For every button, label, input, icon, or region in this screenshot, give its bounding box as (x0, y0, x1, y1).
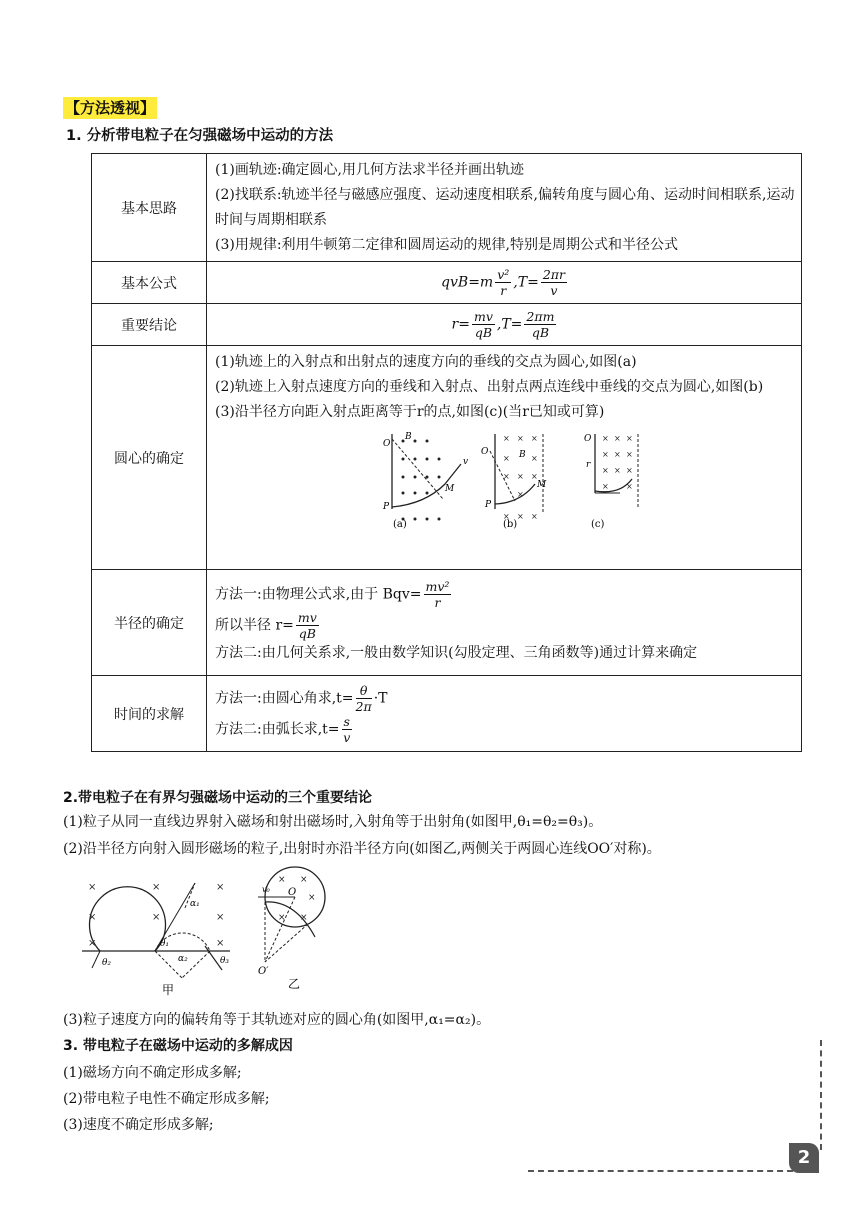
figure-c (584, 434, 638, 509)
table-row (92, 262, 802, 304)
svg-text:O: O (481, 447, 489, 457)
row-content (207, 346, 802, 570)
row-content (207, 154, 802, 262)
numerator: 2πm (526, 309, 555, 324)
formula-part: qvB=m (441, 274, 494, 291)
page-border-dashed-vertical (820, 1040, 822, 1150)
method-table (91, 153, 802, 752)
formula-part: r= (451, 316, 470, 333)
svg-text:×: × (517, 490, 524, 499)
svg-text:×: × (503, 472, 510, 481)
text-part: 方法二:由弧长求,t= (215, 721, 340, 737)
fraction (472, 309, 495, 340)
numerator: s (343, 713, 350, 729)
row-content (207, 570, 802, 676)
row-content (207, 676, 802, 752)
row-label: 重要结论 (92, 304, 207, 346)
fig-label-b: (b) (503, 519, 518, 529)
svg-text:×: × (88, 938, 97, 949)
text-part: 方法一:由物理公式求,由于 Bqv= (215, 586, 422, 603)
svg-text:θ₂: θ₂ (102, 958, 112, 968)
svg-text:O: O (383, 439, 391, 449)
section2-p1: (1)粒子从同一直线边界射入磁场和射出磁场时,入射角等于出射角(如图甲,θ₁=θ₂=θ₃)。 (63, 814, 603, 830)
denominator: v (550, 283, 558, 298)
fraction (342, 714, 352, 745)
denominator: qB (298, 626, 316, 641)
section3-title: 3. 带电粒子在磁场中运动的多解成因 (63, 1038, 293, 1054)
numerator: mv² (425, 579, 450, 594)
section3-item: (1)磁场方向不确定形成多解; (63, 1065, 242, 1081)
fraction (541, 267, 567, 298)
text-line (215, 714, 795, 745)
svg-text:×: × (531, 454, 538, 463)
svg-text:P: P (383, 502, 390, 512)
svg-text:×: × (88, 912, 97, 923)
svg-text:×: × (517, 472, 524, 481)
text-line: (3)沿半径方向距入射点距离等于r的点,如图(c)(当r已知或可算) (215, 404, 605, 420)
svg-text:×: × (300, 913, 308, 923)
figure-yi (250, 862, 350, 1002)
fig-label-c: (c) (591, 519, 605, 529)
numerator: 2πr (542, 267, 565, 282)
denominator: r (434, 595, 441, 610)
svg-text:×: × (626, 450, 633, 459)
text-part: ·T (373, 690, 388, 706)
svg-text:×: × (517, 434, 524, 443)
fraction (296, 610, 319, 641)
svg-text:×: × (88, 882, 97, 893)
figure-jia (80, 868, 250, 998)
svg-text:×: × (152, 882, 161, 893)
table-row (92, 304, 802, 346)
row-label: 半径的确定 (92, 570, 207, 676)
svg-text:×: × (602, 434, 609, 443)
denominator: v (343, 729, 351, 745)
svg-text:B: B (519, 450, 526, 460)
svg-text:M: M (445, 484, 455, 494)
text-line: (1)画轨迹:确定圆心,用几何方法求半径并画出轨迹 (215, 161, 524, 178)
fraction (424, 579, 452, 610)
figure-a (382, 432, 468, 521)
denominator: qB (474, 325, 493, 340)
svg-text:×: × (278, 875, 286, 885)
numerator: mv (297, 610, 317, 625)
row-label: 基本公式 (92, 262, 207, 304)
section3-item: (2)带电粒子电性不确定形成多解; (63, 1091, 270, 1107)
svg-text:×: × (626, 434, 633, 443)
svg-text:×: × (152, 912, 161, 923)
fig-label-a: (a) (393, 519, 407, 529)
svg-text:θ₁: θ₁ (160, 939, 170, 949)
svg-text:×: × (216, 882, 225, 893)
section2-title: 2.带电粒子在有界匀强磁场中运动的三个重要结论 (63, 790, 373, 806)
row-label: 时间的求解 (92, 676, 207, 752)
svg-text:×: × (216, 912, 225, 923)
text-line: 方法二:由几何关系求,一般由数学知识(勾股定理、三角函数等)通过计算来确定 (215, 645, 698, 661)
svg-text:×: × (626, 482, 633, 491)
svg-text:B: B (405, 432, 412, 442)
svg-text:×: × (602, 482, 609, 491)
numerator: v² (497, 267, 510, 282)
formula-part: ,T= (496, 316, 523, 333)
svg-text:×: × (614, 434, 621, 443)
table-row (92, 676, 802, 752)
svg-text:×: × (216, 938, 225, 949)
section2-p2: (2)沿半径方向射入圆形磁场的粒子,出射时亦沿半径方向(如图乙,两侧关于两圆心连线OO′对称)。 (63, 841, 661, 857)
svg-text:×: × (308, 893, 316, 903)
svg-text:×: × (278, 913, 286, 923)
svg-text:×: × (503, 454, 510, 463)
svg-text:×: × (614, 450, 621, 459)
numerator: mv (473, 309, 493, 324)
fig-label-yi: 乙 (288, 977, 301, 991)
row-label: 圆心的确定 (92, 346, 207, 570)
page-number: 2 (789, 1143, 819, 1173)
section-tag: 【方法透视】 (65, 99, 156, 117)
svg-text:θ₃: θ₃ (220, 956, 230, 966)
svg-text:×: × (531, 434, 538, 443)
svg-text:P: P (485, 500, 492, 510)
fraction (524, 309, 556, 340)
svg-text:v: v (463, 457, 469, 467)
text-part: 方法一:由圆心角求,t= (215, 690, 354, 706)
denominator: qB (531, 325, 550, 340)
denominator: 2π (355, 698, 372, 714)
heading-method: 1. 分析带电粒子在匀强磁场中运动的方法 (66, 128, 334, 144)
text-line (215, 579, 795, 610)
page-border-dashed-horizontal (528, 1170, 803, 1172)
section2-p3: (3)粒子速度方向的偏转角等于其轨迹对应的圆心角(如图甲,α₁=α₂)。 (63, 1012, 491, 1028)
svg-text:×: × (614, 466, 621, 475)
fraction (495, 267, 511, 298)
text-line: (2)轨迹上入射点速度方向的垂线和入射点、出射点两点连线中垂线的交点为圆心,如图(b) (215, 379, 764, 395)
center-figures (365, 429, 665, 529)
text-line: (2)找联系:轨迹半径与磁感应强度、运动速度相联系,偏转角度与圆心角、运动时间相联系,运动时间与周期相联系 (215, 186, 795, 228)
svg-text:×: × (602, 450, 609, 459)
svg-text:O: O (584, 434, 592, 444)
svg-text:O: O (288, 887, 297, 898)
table-row (92, 570, 802, 676)
svg-text:×: × (300, 875, 308, 885)
fig-label-jia: 甲 (162, 983, 175, 997)
svg-text:×: × (531, 512, 538, 521)
formula-conclusion (207, 304, 802, 346)
formula-basic (207, 262, 802, 304)
svg-text:M: M (537, 480, 547, 490)
text-line (215, 610, 795, 641)
svg-text:×: × (503, 512, 510, 521)
text-line: (3)用规律:利用牛顿第二定律和圆周运动的规律,特别是周期公式和半径公式 (215, 236, 678, 253)
svg-text:×: × (531, 472, 538, 481)
text-line: (1)轨迹上的入射点和出射点的速度方向的垂线的交点为圆心,如图(a) (215, 354, 637, 370)
text-line (215, 683, 795, 714)
svg-text:×: × (626, 466, 633, 475)
fraction (356, 683, 372, 714)
svg-text:v₀: v₀ (262, 885, 270, 894)
table-row (92, 346, 802, 570)
svg-text:α₁: α₁ (190, 899, 200, 909)
svg-text:O′: O′ (258, 966, 269, 977)
svg-text:×: × (602, 466, 609, 475)
svg-text:α₂: α₂ (178, 954, 188, 964)
section3-item: (3)速度不确定形成多解; (63, 1117, 214, 1133)
formula-part: ,T= (513, 274, 539, 291)
row-label: 基本思路 (92, 154, 207, 262)
text-part: 所以半径 r= (215, 617, 294, 634)
denominator: r (500, 283, 507, 298)
table-row (92, 154, 802, 262)
numerator: θ (356, 683, 372, 699)
svg-text:×: × (503, 434, 510, 443)
svg-text:×: × (517, 512, 524, 521)
figure-b (481, 434, 547, 521)
svg-text:r: r (586, 460, 591, 470)
